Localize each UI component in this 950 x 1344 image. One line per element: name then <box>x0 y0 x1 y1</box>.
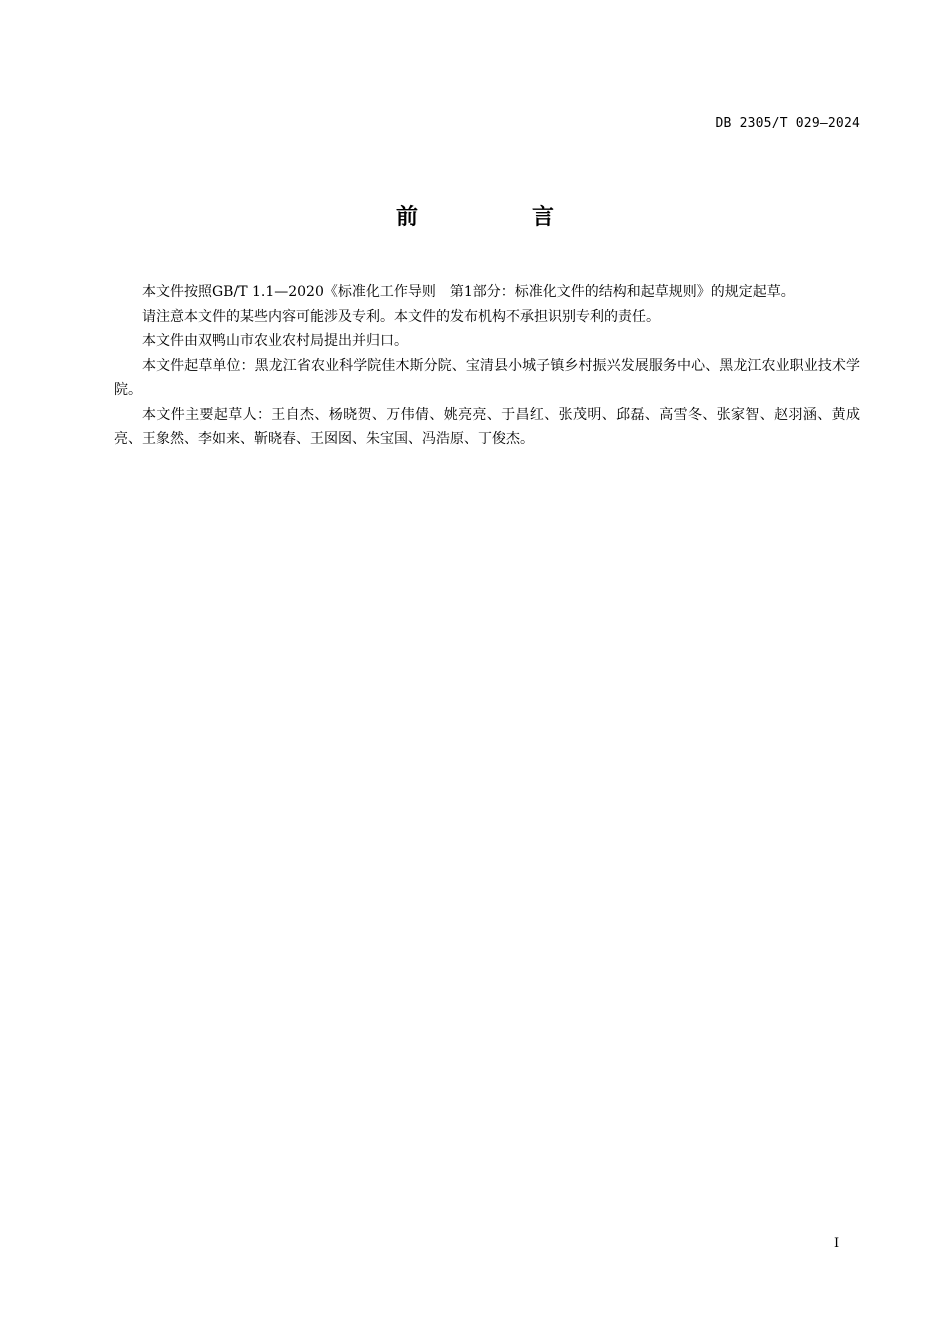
paragraph-drafting-units: 本文件起草单位：黑龙江省农业科学院佳木斯分院、宝清县小城子镇乡村振兴发展服务中心、黑龙江农业职业技术学院。 <box>114 357 860 398</box>
page-title: 前 言 <box>395 205 600 230</box>
paragraph-proposer: 本文件由双鸭山市农业农村局提出并归口。 <box>142 333 408 349</box>
foreword-body <box>114 280 860 452</box>
paragraph-drafting-rules: 本文件按照GB/T 1.1—2020《标准化工作导则 第1部分：标准化文件的结构和起草规则》的规定起草。 <box>142 284 795 300</box>
paragraph-drafters: 本文件主要起草人：王自杰、杨晓贺、万伟倩、姚亮亮、于昌红、张茂明、邱磊、高雪冬、张家智、赵羽涵、黄成亮、王象然、李如来、靳晓春、王囡囡、朱宝国、冯浩原、丁俊杰。 <box>114 406 860 447</box>
document-code: DB 2305/T 029—2024 <box>715 116 860 131</box>
page-number: I <box>834 1236 840 1251</box>
paragraph-patent-notice: 请注意本文件的某些内容可能涉及专利。本文件的发布机构不承担识别专利的责任。 <box>142 308 660 325</box>
